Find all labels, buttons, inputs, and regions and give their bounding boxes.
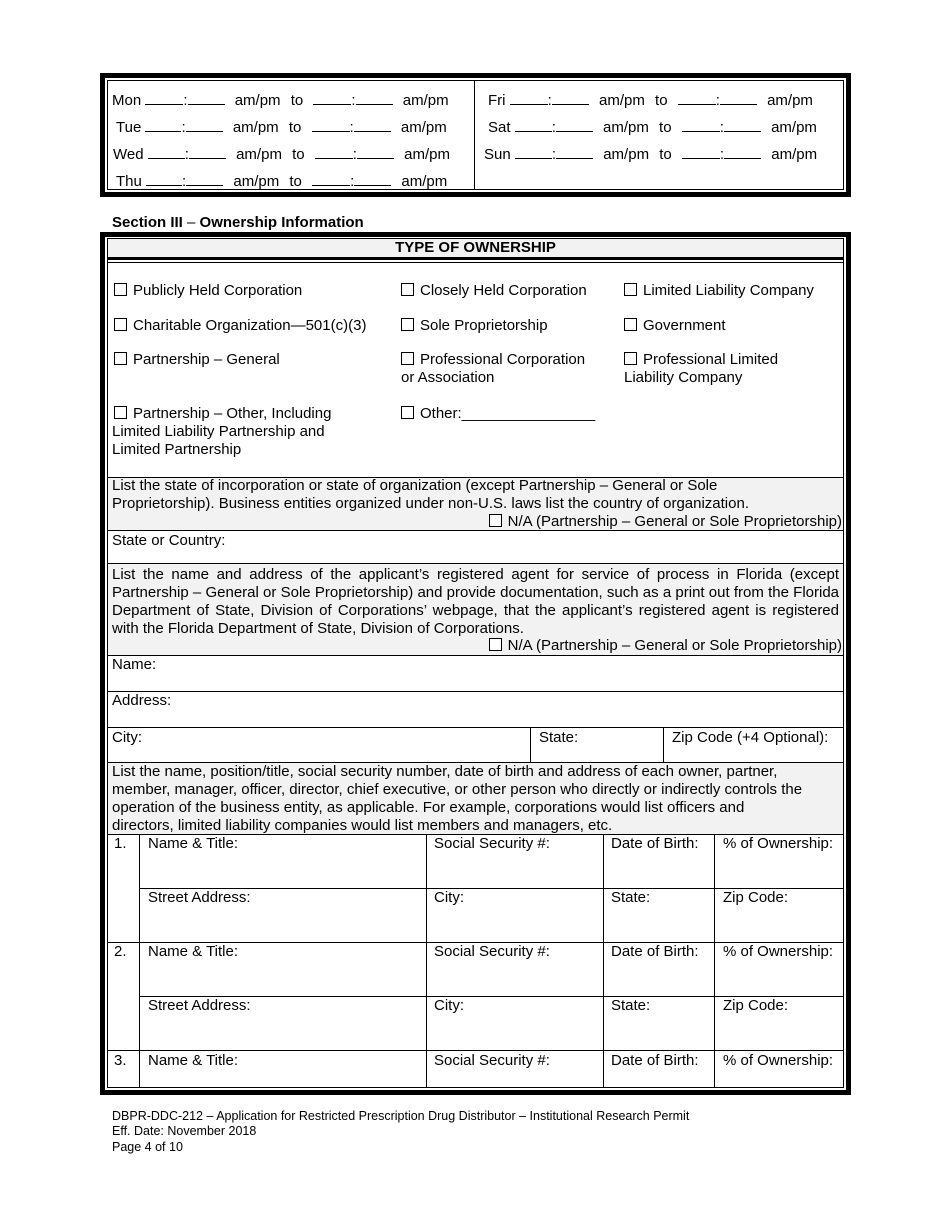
owner-1-ownership-field[interactable]: % of Ownership: <box>723 835 834 852</box>
ownership-type-header: TYPE OF OWNERSHIP <box>395 239 556 256</box>
minute-field[interactable] <box>556 117 593 132</box>
option-publicly-held[interactable]: Publicly Held Corporation <box>114 282 302 300</box>
owners-instructions-line3: operation of the business entity, as applicable. For example, corporations would list officers and <box>112 799 745 816</box>
owner-2-street-field[interactable]: Street Address: <box>148 997 251 1014</box>
owner-3-ssn-field[interactable]: Social Security #: <box>434 1052 550 1069</box>
option-professional-corporation-line2: or Association <box>401 369 495 386</box>
checkbox[interactable] <box>401 352 414 365</box>
hour-field[interactable] <box>313 90 351 105</box>
day-label: Sat <box>488 119 511 136</box>
hour-field[interactable] <box>678 90 716 105</box>
owner-2-ownership-field[interactable]: % of Ownership: <box>723 943 834 960</box>
minute-field[interactable] <box>356 90 393 105</box>
option-other[interactable]: Other:________________ <box>401 405 595 423</box>
checkbox[interactable] <box>114 318 127 331</box>
agent-instructions: List the name and address of the applicant’s registered agent for service of process in Florida (except Partnership – General or Sole Proprietorship) and provide documentation, such as a print out from the Florida Department of State, Division of Corporations’ webpage, that the applicant’s registered agent is registered with the Florida Department of State, Division of Corporations. <box>112 566 839 637</box>
hours-row-wed: Wed : am/pm to : am/pm <box>113 146 450 163</box>
hour-field[interactable] <box>682 117 720 132</box>
checkbox[interactable] <box>624 352 637 365</box>
owner-1-city-field[interactable]: City: <box>434 889 464 906</box>
footer-eff-date: Eff. Date: November 2018 <box>112 1124 257 1138</box>
footer-page-number: Page 4 of 10 <box>112 1140 183 1154</box>
owner-2-name-title-field[interactable]: Name & Title: <box>148 943 239 960</box>
option-government[interactable]: Government <box>624 317 726 335</box>
hour-field[interactable] <box>315 144 353 159</box>
owner-number: 1. <box>114 835 127 852</box>
option-sole-proprietorship[interactable]: Sole Proprietorship <box>401 317 548 335</box>
owner-2-state-field[interactable]: State: <box>611 997 651 1014</box>
agent-zip-field[interactable]: Zip Code (+4 Optional): <box>672 729 829 746</box>
checkbox[interactable] <box>489 514 502 527</box>
state-or-country-field[interactable]: State or Country: <box>112 532 226 549</box>
minute-field[interactable] <box>188 90 225 105</box>
hour-field[interactable] <box>510 90 548 105</box>
agent-city-field[interactable]: City: <box>112 729 142 746</box>
owners-instructions-line4: directors, limited liability companies would list members and managers, etc. <box>112 817 613 834</box>
checkbox[interactable] <box>401 406 414 419</box>
checkbox[interactable] <box>114 283 127 296</box>
incorporation-instructions-line1: List the state of incorporation or state of organization (except Partnership – General or Sole <box>112 477 718 494</box>
owners-instructions-line1: List the name, position/title, social security number, date of birth and address of each owner, partner, <box>112 763 778 780</box>
hour-field[interactable] <box>148 144 185 159</box>
minute-field[interactable] <box>720 90 757 105</box>
owner-3-dob-field[interactable]: Date of Birth: <box>611 1052 699 1069</box>
option-partnership-general[interactable]: Partnership – General <box>114 351 280 369</box>
checkbox[interactable] <box>114 352 127 365</box>
checkbox[interactable] <box>624 283 637 296</box>
day-label: Mon <box>112 92 142 109</box>
hours-row-fri: Fri : am/pm to : am/pm <box>488 92 813 109</box>
section-heading: Section III – Ownership Information <box>112 214 364 231</box>
minute-field[interactable] <box>186 171 223 186</box>
hours-row-mon: Mon : am/pm to : am/pm <box>112 92 449 109</box>
owner-number: 2. <box>114 943 127 960</box>
checkbox[interactable] <box>489 638 502 651</box>
day-label: Sun <box>484 146 511 163</box>
owner-1-dob-field[interactable]: Date of Birth: <box>611 835 699 852</box>
hour-field[interactable] <box>515 117 552 132</box>
owner-number: 3. <box>114 1052 127 1069</box>
agent-na-option[interactable]: N/A (Partnership – General or Sole Proprietorship) <box>489 637 842 655</box>
day-label: Wed <box>113 146 144 163</box>
owner-1-ssn-field[interactable]: Social Security #: <box>434 835 550 852</box>
agent-name-field[interactable]: Name: <box>112 656 157 673</box>
minute-field[interactable] <box>552 90 589 105</box>
owner-2-zip-field[interactable]: Zip Code: <box>723 997 789 1014</box>
minute-field[interactable] <box>354 171 391 186</box>
owner-1-name-title-field[interactable]: Name & Title: <box>148 835 239 852</box>
hours-row-sun: Sun : am/pm to : am/pm <box>484 146 818 163</box>
option-professional-llc-line2: Liability Company <box>624 369 743 386</box>
minute-field[interactable] <box>186 117 223 132</box>
owner-3-ownership-field[interactable]: % of Ownership: <box>723 1052 834 1069</box>
option-charitable[interactable]: Charitable Organization—501(c)(3) <box>114 317 366 335</box>
owner-2-ssn-field[interactable]: Social Security #: <box>434 943 550 960</box>
hour-field[interactable] <box>146 171 182 186</box>
checkbox[interactable] <box>401 318 414 331</box>
hour-field[interactable] <box>312 171 350 186</box>
minute-field[interactable] <box>724 144 761 159</box>
incorporation-na-option[interactable]: N/A (Partnership – General or Sole Proprietorship) <box>489 513 842 531</box>
hour-field[interactable] <box>515 144 552 159</box>
option-partnership-other[interactable]: Partnership – Other, Including <box>114 405 331 423</box>
checkbox[interactable] <box>114 406 127 419</box>
checkbox[interactable] <box>624 318 637 331</box>
hours-row-thu: Thu : am/pm to : am/pm <box>116 173 448 190</box>
incorporation-instructions-line2: Proprietorship). Business entities organized under non-U.S. laws list the country of organization. <box>112 495 749 512</box>
hour-field[interactable] <box>312 117 350 132</box>
day-label: Tue <box>116 119 142 136</box>
owner-1-state-field[interactable]: State: <box>611 889 651 906</box>
day-label: Thu <box>116 173 142 190</box>
hours-row-sat: Sat : am/pm to : am/pm <box>488 119 817 136</box>
option-professional-corporation[interactable]: Professional Corporation <box>401 351 585 369</box>
agent-state-field[interactable]: State: <box>539 729 579 746</box>
checkbox[interactable] <box>401 283 414 296</box>
option-professional-llc[interactable]: Professional Limited <box>624 351 778 369</box>
option-partnership-other-line3: Limited Partnership <box>112 441 242 458</box>
minute-field[interactable] <box>354 117 391 132</box>
owner-1-street-field[interactable]: Street Address: <box>148 889 251 906</box>
owner-2-city-field[interactable]: City: <box>434 997 464 1014</box>
footer-form-title: DBPR-DDC-212 – Application for Restricted Prescription Drug Distributor – Institutional Research Permit <box>112 1109 690 1123</box>
day-label: Fri <box>488 92 506 109</box>
minute-field[interactable] <box>724 117 761 132</box>
owner-1-zip-field[interactable]: Zip Code: <box>723 889 789 906</box>
minute-field[interactable] <box>189 144 226 159</box>
option-closely-held[interactable]: Closely Held Corporation <box>401 282 587 300</box>
owner-3-name-title-field[interactable]: Name & Title: <box>148 1052 239 1069</box>
owner-2-dob-field[interactable]: Date of Birth: <box>611 943 699 960</box>
agent-address-field[interactable]: Address: <box>112 692 172 709</box>
option-partnership-other-line2: Limited Liability Partnership and <box>112 423 325 440</box>
option-llc[interactable]: Limited Liability Company <box>624 282 814 300</box>
hour-field[interactable] <box>145 117 181 132</box>
hours-row-tue: Tue : am/pm to : am/pm <box>116 119 447 136</box>
hour-field[interactable] <box>145 90 183 105</box>
owners-instructions-line2: member, manager, officer, director, chief executive, or other person who directly or indirectly controls the <box>112 781 803 798</box>
minute-field[interactable] <box>357 144 394 159</box>
minute-field[interactable] <box>556 144 593 159</box>
hour-field[interactable] <box>682 144 720 159</box>
